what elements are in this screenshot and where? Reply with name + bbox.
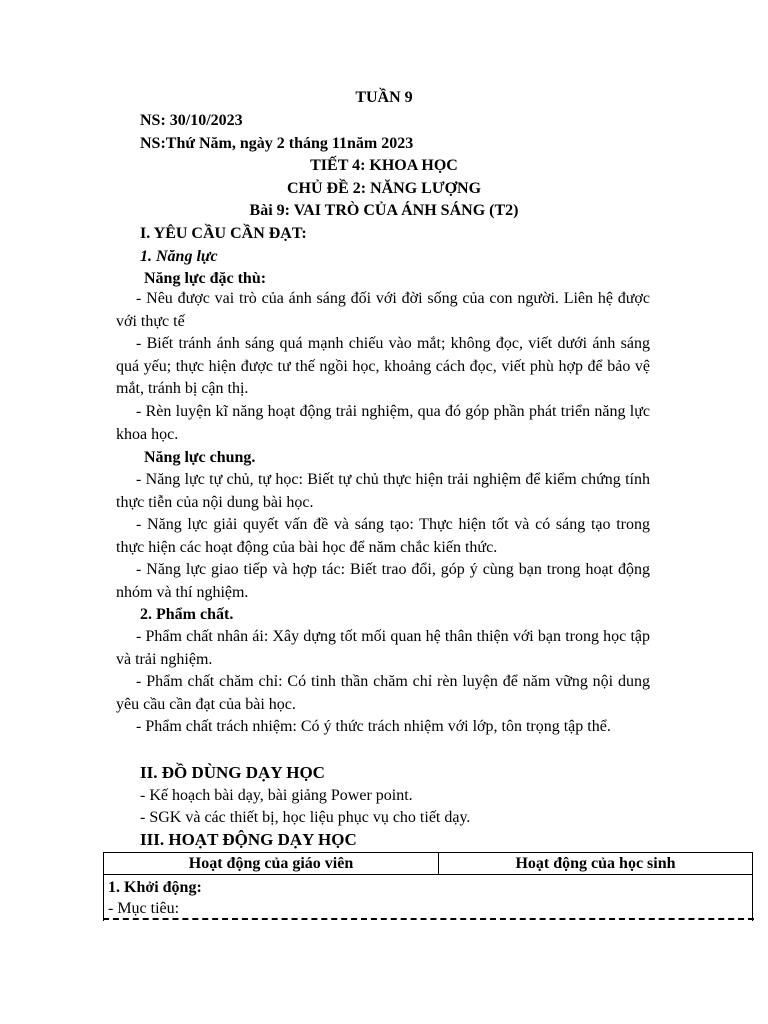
- period-heading: TIẾT 4: KHOA HỌC: [310, 157, 458, 174]
- quality-item: - Phẩm chất nhân ái: Xây dựng tốt mối quan hệ thân thiện với bạn trong học tập và trải nghiệm.: [116, 628, 650, 668]
- specific-competence-item: - Biết tránh ánh sáng quá mạnh chiếu vào mắt; không đọc, viết dưới ánh sáng quá yếu; thực hiện được tư thế ngồi học, khoảng cách đọc, viết phù hợp để bảo vệ mắt, tránh bị cận thị.: [116, 335, 650, 397]
- materials-item: - SGK và các thiết bị, học liệu phục vụ cho tiết dạy.: [140, 809, 471, 826]
- specific-competence-item: - Rèn luyện kĩ năng hoạt động trải nghiệm, qua đó góp phần phát triển năng lực khoa học.: [116, 403, 650, 443]
- week-heading: TUẦN 9: [355, 89, 413, 106]
- quality-subheading: 2. Phẩm chất.: [140, 606, 234, 623]
- teaching-date: NS:Thứ Năm, ngày 2 tháng 11năm 2023: [140, 135, 414, 152]
- general-competence-heading: Năng lực chung.: [144, 449, 256, 466]
- quality-item: - Phẩm chất chăm chỉ: Có tinh thần chăm chỉ rèn luyện để năm vững nội dung yêu cầu cần đạt của bài học.: [116, 673, 650, 713]
- teacher-column-header: Hoạt động của giáo viên: [104, 853, 439, 875]
- specific-competence-item: - Nêu được vai trò của ánh sáng đối với đời sống của con người. Liên hệ được với thực tế: [116, 290, 650, 330]
- topic-heading: CHỦ ĐỀ 2: NĂNG LƯỢNG: [286, 180, 482, 197]
- section2-title: II. ĐỒ DÙNG DẠY HỌC: [140, 763, 325, 782]
- quality-item: - Phẩm chất trách nhiệm: Có ý thức trách nhiệm với lớp, tôn trọng tập thể.: [136, 718, 611, 735]
- table-row: [104, 875, 753, 922]
- objective-label: - Mục tiêu:: [108, 900, 180, 917]
- section3-title: III. HOẠT ĐỘNG DẠY HỌC: [140, 830, 357, 849]
- lesson-title: Bài 9: VAI TRÒ CỦA ÁNH SÁNG (T2): [249, 202, 519, 219]
- general-competence-item: - Năng lực giao tiếp và hợp tác: Biết trao đổi, góp ý cùng bạn trong hoạt động nhóm và thí nghiệm.: [116, 561, 650, 601]
- warmup-heading: 1. Khởi động:: [108, 879, 202, 896]
- section1-title: I. YÊU CẦU CẦN ĐẠT:: [140, 225, 307, 242]
- general-competence-item: - Năng lực tự chủ, tự học: Biết tự chủ thực hiện trải nghiệm để kiểm chứng tính thực tiễn của nội dung bài học.: [116, 471, 650, 511]
- competence-subheading: 1. Năng lực: [140, 248, 218, 265]
- activities-table: [103, 852, 753, 921]
- materials-item: - Kế hoạch bài dạy, bài giảng Power point.: [140, 787, 413, 804]
- table-header-row: [104, 853, 753, 875]
- table-cell: [104, 875, 753, 922]
- specific-competence-heading: Năng lực đặc thù:: [144, 270, 267, 287]
- ns-date: NS: 30/10/2023: [140, 112, 243, 129]
- student-column-header: Hoạt động của học sinh: [439, 853, 753, 875]
- page-cut-divider: [103, 918, 754, 920]
- general-competence-item: - Năng lực giải quyết vấn đề và sáng tạo: Thực hiện tốt và có sáng tạo trong thực hiện các hoạt động của bài học để năm chắc kiến thức.: [116, 516, 650, 556]
